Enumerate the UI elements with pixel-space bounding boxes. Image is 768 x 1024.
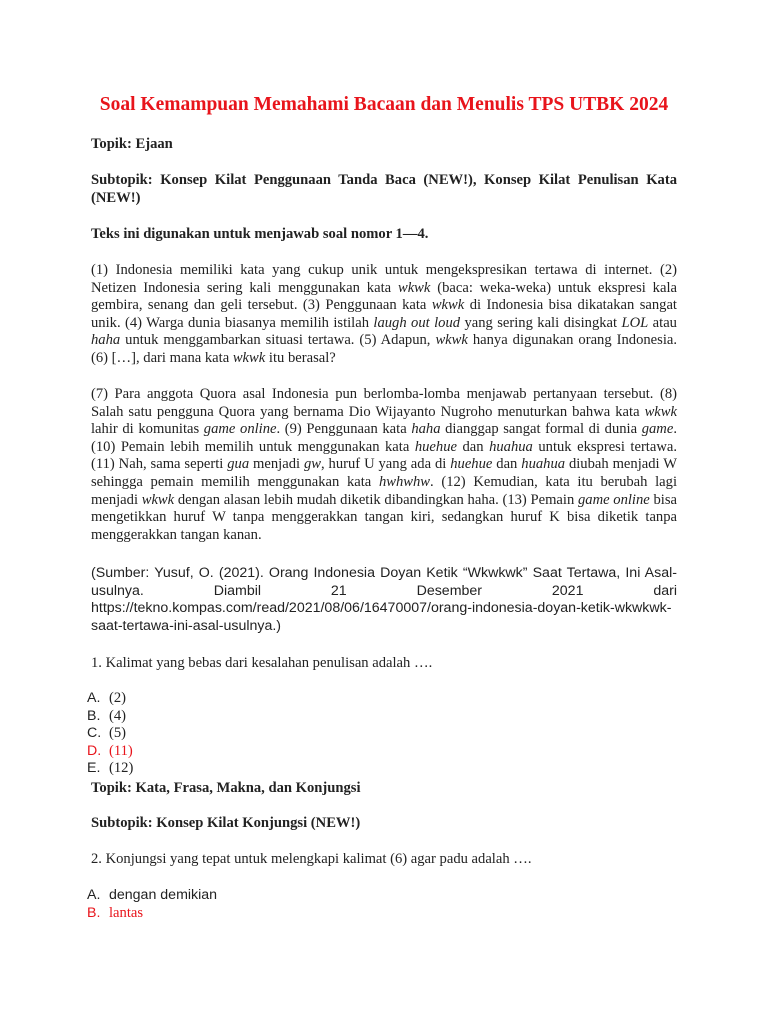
question-2: 2. Konjungsi yang tepat untuk melengkapi kalimat (6) agar padu adalah ….	[91, 851, 532, 867]
question-2-options	[87, 887, 677, 922]
topic-heading-2: Topik: Kata, Frasa, Makna, dan Konjungsi	[91, 780, 361, 796]
option-a[interactable]: A. dengan demikian	[87, 887, 218, 903]
source-citation: (Sumber: Yusuf, O. (2021). Orang Indonesia Doyan Ketik “Wkwkwk” Saat Tertawa, Ini Asal-usulnya. Diambil 21 Desember 2021 dari https://tekno.kompas.com/read/2021/08/06/16470007/orang-indonesia-doyan-ketik-wkwkwk-saat-tertawa-ini-asal-usulnya.)	[91, 565, 677, 634]
option-b-answer[interactable]: B. lantas	[87, 904, 144, 921]
text-intro: Teks ini digunakan untuk menjawab soal nomor 1—4.	[91, 226, 429, 242]
question-1-options	[87, 690, 677, 778]
subtopic-heading-2: Subtopik: Konsep Kilat Konjungsi (NEW!)	[91, 815, 361, 831]
reading-paragraph-2: (7) Para anggota Quora asal Indonesia pun berlomba-lomba menjawab pertanyaan tersebut. (8) Salah satu pengguna Quora yang bernama Dio Wijayanto Nugroho menuturkan bahwa kata wkwk lahir di komunitas game online. (9) Penggunaan kata haha dianggap sangat formal di dunia game. (10) Pemain lebih memilih untuk menggunakan kata huehue dan huahua untuk ekspresi tertawa. (11) Nah, sama seperti gua menjadi gw, huruf U yang ada di huehue dan huahua diubah menjadi W sehingga pemain memilih menggunakan kata hwhwhw. (12) Kemudian, kata itu berubah lagi menjadi wkwk dengan alasan lebih mudah diketik dibandingkan haha. (13) Pemain game online bisa mengetikkan huruf W tanpa menggerakkan tangan kiri, sedangkan huruf K bisa diketik tanpa menggerakkan tangan kanan.	[91, 386, 678, 543]
subtopic-heading: Subtopik: Konsep Kilat Penggunaan Tanda Baca (NEW!), Konsep Kilat Penulisan Kata (NEW!)	[91, 172, 677, 206]
option-d-answer[interactable]: D. (11)	[87, 742, 133, 759]
option-c[interactable]: C. (5)	[87, 725, 127, 742]
topic-heading: Topik: Ejaan	[91, 136, 173, 152]
reading-paragraph-1: (1) Indonesia memiliki kata yang cukup unik untuk mengekspresikan tertawa di internet. (2) Netizen Indonesia sering kali menggunakan kata wkwk (baca: weka-weka) untuk ekspresi kala gembira, senang dan geli tersebut. (3) Penggunaan kata wkwk di Indonesia bisa dikatakan sangat unik. (4) Warga dunia biasanya memilih istilah laugh out loud yang sering kali disingkat LOL atau haha untuk menggambarkan situasi tertawa. (5) Adapun, wkwk hanya digunakan orang Indonesia. (6) […], dari mana kata wkwk itu berasal?	[91, 262, 678, 366]
page-title: Soal Kemampuan Memahami Bacaan dan Menulis TPS UTBK 2024	[99, 94, 669, 115]
option-a[interactable]: A. (2)	[87, 690, 127, 706]
option-e[interactable]: E. (12)	[87, 760, 134, 777]
question-1: 1. Kalimat yang bebas dari kesalahan penulisan adalah ….	[91, 655, 433, 671]
option-b[interactable]: B. (4)	[87, 707, 127, 724]
